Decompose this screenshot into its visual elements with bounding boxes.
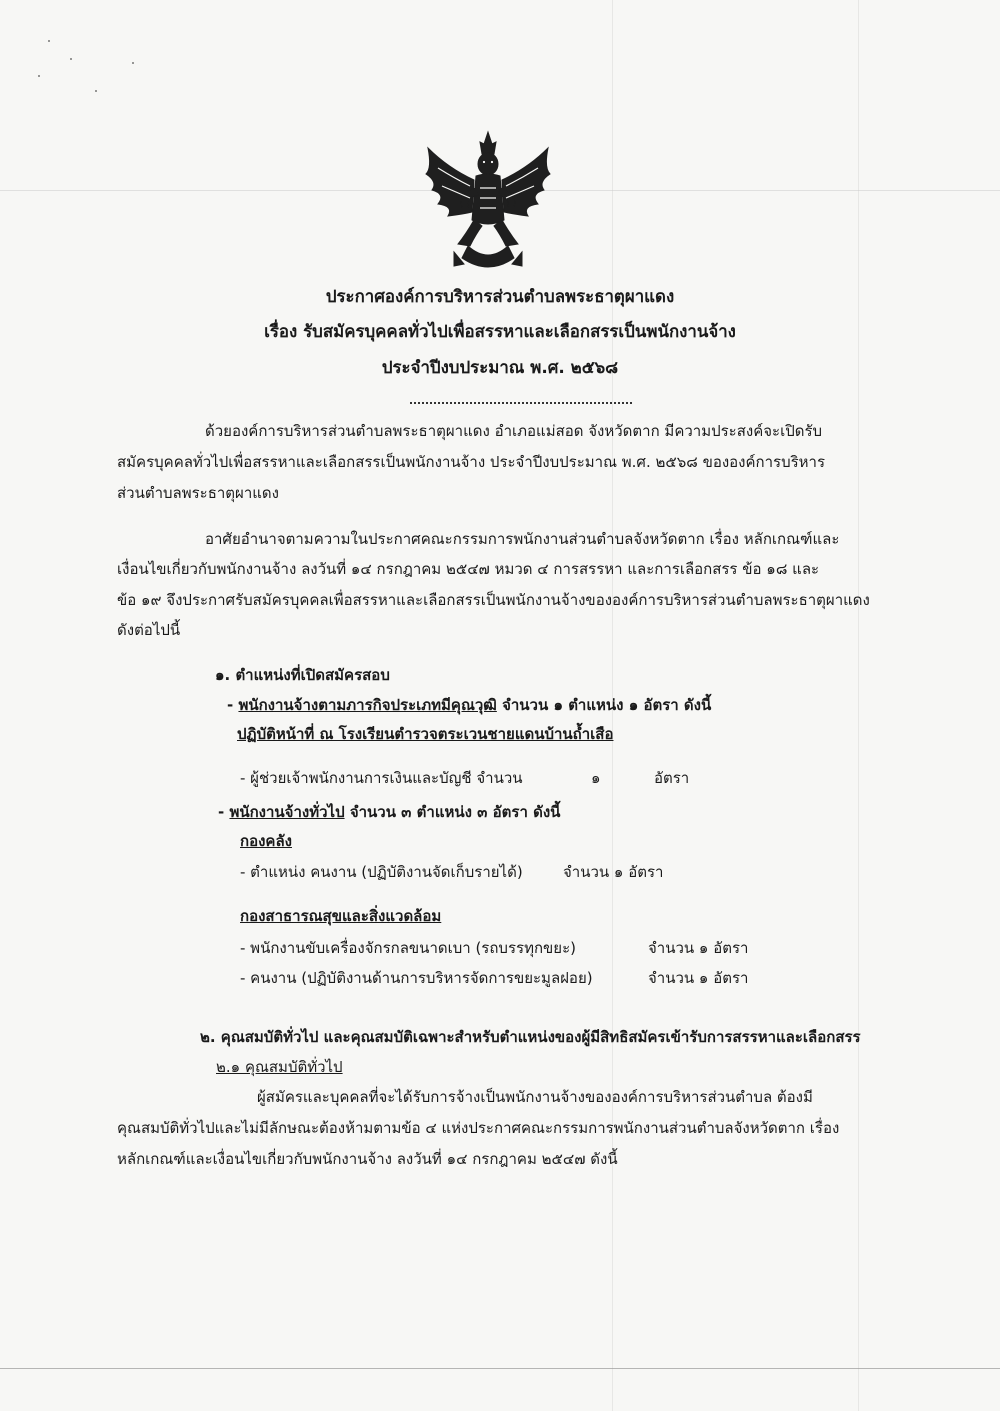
position-count: จำนวน ๑ อัตรา [648,939,749,957]
scan-speck [132,62,134,64]
title-line-2: เรื่อง รับสมัครบุคคลทั่วไปเพื่อสรรหาและเลือกสรรเป็นพนักงานจ้าง [264,321,736,341]
group-a-line [227,694,711,716]
group-a-prefix: - [227,696,239,714]
authority-line-2: เงื่อนไขเกี่ยวกับพนักงานจ้าง ลงวันที่ ๑๔ กรกฎาคม ๒๕๔๗ หมวด ๔ การสรรหา และการเลือกสรร ข้อ ๑๘ และ [117,560,820,578]
group-b-line [218,801,560,823]
group-b-summary: จำนวน ๓ ตำแหน่ง ๓ อัตรา ดังนี้ [344,803,561,821]
title-separator [410,392,632,404]
scan-edge-line [0,1368,1000,1369]
scan-speck [70,58,72,60]
position-item: - พนักงานขับเครื่องจักรกลขนาดเบา (รถบรรทุกขยะ) [240,939,576,957]
position-count: ๑ [591,769,601,787]
authority-line-1: อาศัยอำนาจตามความในประกาศคณะกรรมการพนักงานส่วนตำบลจังหวัดตาก เรื่อง หลักเกณฑ์และ [205,530,840,548]
group-a-summary: จำนวน ๑ ตำแหน่ง ๑ อัตรา ดังนี้ [496,696,712,714]
position-item: - ตำแหน่ง คนงาน (ปฏิบัติงานจัดเก็บรายได้) [240,863,523,881]
title-line-3: ประจำปีงบประมาณ พ.ศ. ๒๕๖๘ [381,357,619,377]
authority-line-4: ดังต่อไปนี้ [117,621,181,639]
group-a-location: ปฏิบัติหน้าที่ ณ โรงเรียนตำรวจตระเวนชายแดนบ้านถ้ำเสือ [237,725,614,743]
section-2-line-3: หลักเกณฑ์และเงื่อนไขเกี่ยวกับพนักงานจ้าง ลงวันที่ ๑๔ กรกฎาคม ๒๕๔๗ ดังนี้ [117,1150,618,1168]
group-a-label: พนักงานจ้างตามภารกิจประเภทมีคุณวุฒิ [238,696,497,714]
title-line-1: ประกาศองค์การบริหารส่วนตำบลพระธาตุผาแดง [325,286,675,306]
scan-speck [38,75,40,77]
garuda-emblem-icon [418,128,558,278]
intro-line-1: ด้วยองค์การบริหารส่วนตำบลพระธาตุผาแดง อำเภอแม่สอด จังหวัดตาก มีความประสงค์จะเปิดรับ [205,422,823,440]
group-b-prefix: - [218,803,230,821]
authority-line-3: ข้อ ๑๙ จึงประกาศรับสมัครบุคคลเพื่อสรรหาและเลือกสรรเป็นพนักงานจ้างขององค์การบริหารส่วนตำบลพระธาตุผาแดง [117,591,870,609]
scan-speck [48,40,50,42]
dept-finance-heading: กองคลัง [240,832,292,850]
intro-line-3: ส่วนตำบลพระธาตุผาแดง [117,484,279,502]
section-2-line-2: คุณสมบัติทั่วไปและไม่มีลักษณะต้องห้ามตามข้อ ๔ แห่งประกาศคณะกรรมการพนักงานส่วนตำบลจังหวัดตาก เรื่อง [117,1119,840,1137]
position-item: - ผู้ช่วยเจ้าพนักงานการเงินและบัญชี จำนวน [240,769,523,787]
scan-fold-line [858,0,859,1411]
section-1-heading: ๑. ตำแหน่งที่เปิดสมัครสอบ [215,666,390,684]
position-count: จำนวน ๑ อัตรา [648,969,749,987]
dept-health-heading: กองสาธารณสุขและสิ่งแวดล้อม [240,907,442,925]
group-b-label: พนักงานจ้างทั่วไป [229,803,345,821]
section-2-1-heading: ๒.๑ คุณสมบัติทั่วไป [216,1058,343,1076]
position-item: - คนงาน (ปฏิบัติงานด้านการบริหารจัดการขยะมูลฝอย) [240,969,593,987]
position-unit: อัตรา [654,769,690,787]
scan-speck [95,90,97,92]
position-count: จำนวน ๑ อัตรา [563,863,664,881]
section-2-line-1: ผู้สมัครและบุคคลที่จะได้รับการจ้างเป็นพนักงานจ้างขององค์การบริหารส่วนตำบล ต้องมี [257,1088,813,1106]
section-2-heading: ๒. คุณสมบัติทั่วไป และคุณสมบัติเฉพาะสำหรับตำแหน่งของผู้มีสิทธิสมัครเข้ารับการสรรหาและเลือกสรร [200,1028,861,1046]
intro-line-2: สมัครบุคคลทั่วไปเพื่อสรรหาและเลือกสรรเป็นพนักงานจ้าง ประจำปีงบประมาณ พ.ศ. ๒๕๖๘ ขององค์การบริหาร [117,453,826,471]
